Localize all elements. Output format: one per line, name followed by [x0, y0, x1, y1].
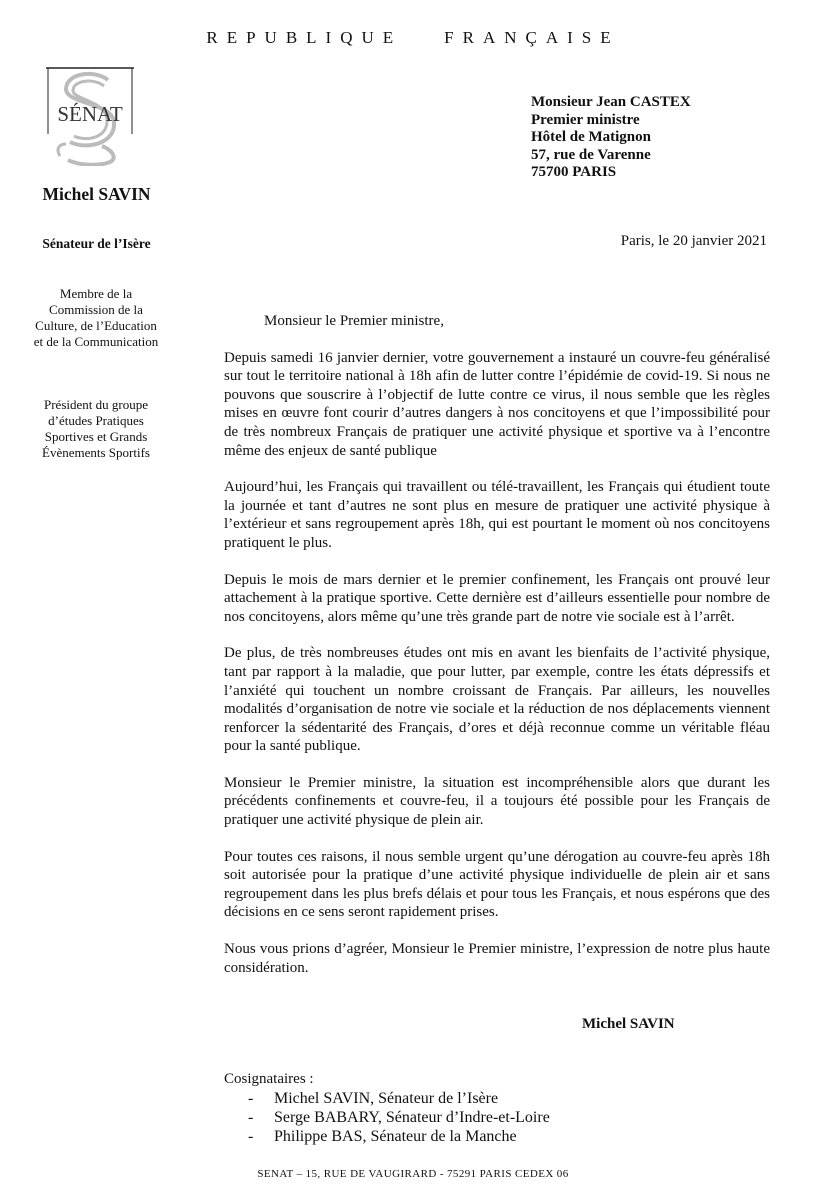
sender-name: Michel SAVIN — [42, 184, 151, 204]
recipient-line: Premier ministre — [531, 111, 640, 128]
senat-emblem-icon — [46, 66, 134, 166]
francaise-word: FRANÇAISE — [444, 28, 620, 47]
paragraph: Depuis le mois de mars dernier et le premier confinement, les Français ont prouvé leur attachement à la pratique sportive. Cette dernière est d’ailleurs essentielle pour nombre de nos concitoyens, alors même qu’une très grande part de notre vie sociale est à l’arrêt. — [224, 571, 770, 625]
closing-paragraph: Nous vous prions d’agréer, Monsieur le Premier ministre, l’expression de notre plus haute considération. — [224, 941, 770, 976]
paragraph: Pour toutes ces raisons, il nous semble urgent qu’une dérogation au couvre-feu après 18h soit autorisée pour la pratique d’une activité physique individuelle de plein air et sans regroupement dans les plus brefs délais et pour tous les Français, et nous espérons que des décisions en ce sens seront rapidement prises. — [224, 848, 770, 921]
letter-body — [224, 312, 770, 995]
recipient-address — [531, 94, 691, 182]
cosignataire-name: Serge BABARY, Sénateur d’Indre-et-Loire — [274, 1109, 550, 1126]
letter-date: Paris, le 20 janvier 2021 — [620, 233, 767, 249]
list-dash: - — [248, 1109, 254, 1126]
cosignataires-list — [224, 1089, 550, 1146]
senat-logo — [46, 66, 134, 166]
recipient-line: Hôtel de Matignon — [531, 129, 651, 145]
salutation: Monsieur le Premier ministre, — [264, 313, 444, 329]
letterhead-republique-francaise — [0, 28, 826, 48]
paragraph: De plus, de très nombreuses études ont mis en avant les bienfaits de l’activité physique, tant par rapport à la maladie, que pour lutter, par exemple, contre les états dépressifs et l’anxiété qui touchent un nombre croissant de Français. Par ailleurs, les nouvelles modalités d’organisation de notre vie sociale et la réduction de nos déplacements viennent renforcer la sédentarité des Français, d’ores et déjà reconnue comme un véritable fléau pour la santé publique. — [224, 645, 770, 755]
list-dash: - — [248, 1090, 254, 1107]
list-item — [224, 1108, 550, 1127]
senat-logo-text: SÉNAT — [57, 102, 123, 126]
recipient-line: 75700 PARIS — [531, 164, 617, 180]
cosignataire-name: Michel SAVIN, Sénateur de l’Isère — [274, 1090, 499, 1107]
list-dash: - — [248, 1128, 254, 1145]
recipient-line: Monsieur Jean CASTEX — [531, 94, 691, 110]
cosignataires — [224, 1070, 550, 1146]
sender-title: Sénateur de l’Isère — [42, 236, 151, 251]
footer-address: SENAT – 15, RUE DE VAUGIRARD - 75291 PARIS CEDEX 06 — [257, 1168, 569, 1180]
paragraph: Aujourd’hui, les Français qui travaillent ou télé-travaillent, les Français qui étudient toute la journée et tant d’autres ne sont plus en mesure de pratiquer une activité physique à l’extérieur et sans regroupement après 18h, qui est pourtant le moment où nos concitoyens pratiquent le plus. — [224, 479, 770, 551]
republique-word: REPUBLIQUE — [206, 28, 403, 47]
sender-membership: Membre de la Commission de la Culture, de l’Education et de la Communication — [33, 286, 159, 349]
signature: Michel SAVIN — [582, 1016, 675, 1032]
sender-presidency: Président du groupe d’études Pratiques Sportives et Grands Évènements Sportifs — [42, 397, 150, 460]
recipient-line: 57, rue de Varenne — [531, 146, 651, 163]
list-item — [224, 1089, 550, 1108]
paragraph: Depuis samedi 16 janvier dernier, votre gouvernement a instauré un couvre-feu généralisé sur tout le territoire national à 18h afin de lutter contre l’épidémie de covid-19. Si nous ne pouvons que souscrire à l’objectif de lutte contre ce virus, il nous semble que les règles mises en œuvre font courir d’autres dangers à nos concitoyens et que l’impossibilité pour de très nombreux Français de pratiquer une activité physique et sportive va à l’encontre même des enjeux de santé publique — [224, 349, 770, 459]
cosignataires-label: Cosignataires : — [224, 1071, 314, 1087]
paragraph: Monsieur le Premier ministre, la situation est incompréhensible alors que durant les précédents confinements et couvre-feu, il a toujours été possible pour les Français de pratiquer une activité physique de plein air. — [224, 774, 770, 829]
cosignataire-name: Philippe BAS, Sénateur de la Manche — [274, 1128, 517, 1145]
list-item — [224, 1127, 550, 1146]
